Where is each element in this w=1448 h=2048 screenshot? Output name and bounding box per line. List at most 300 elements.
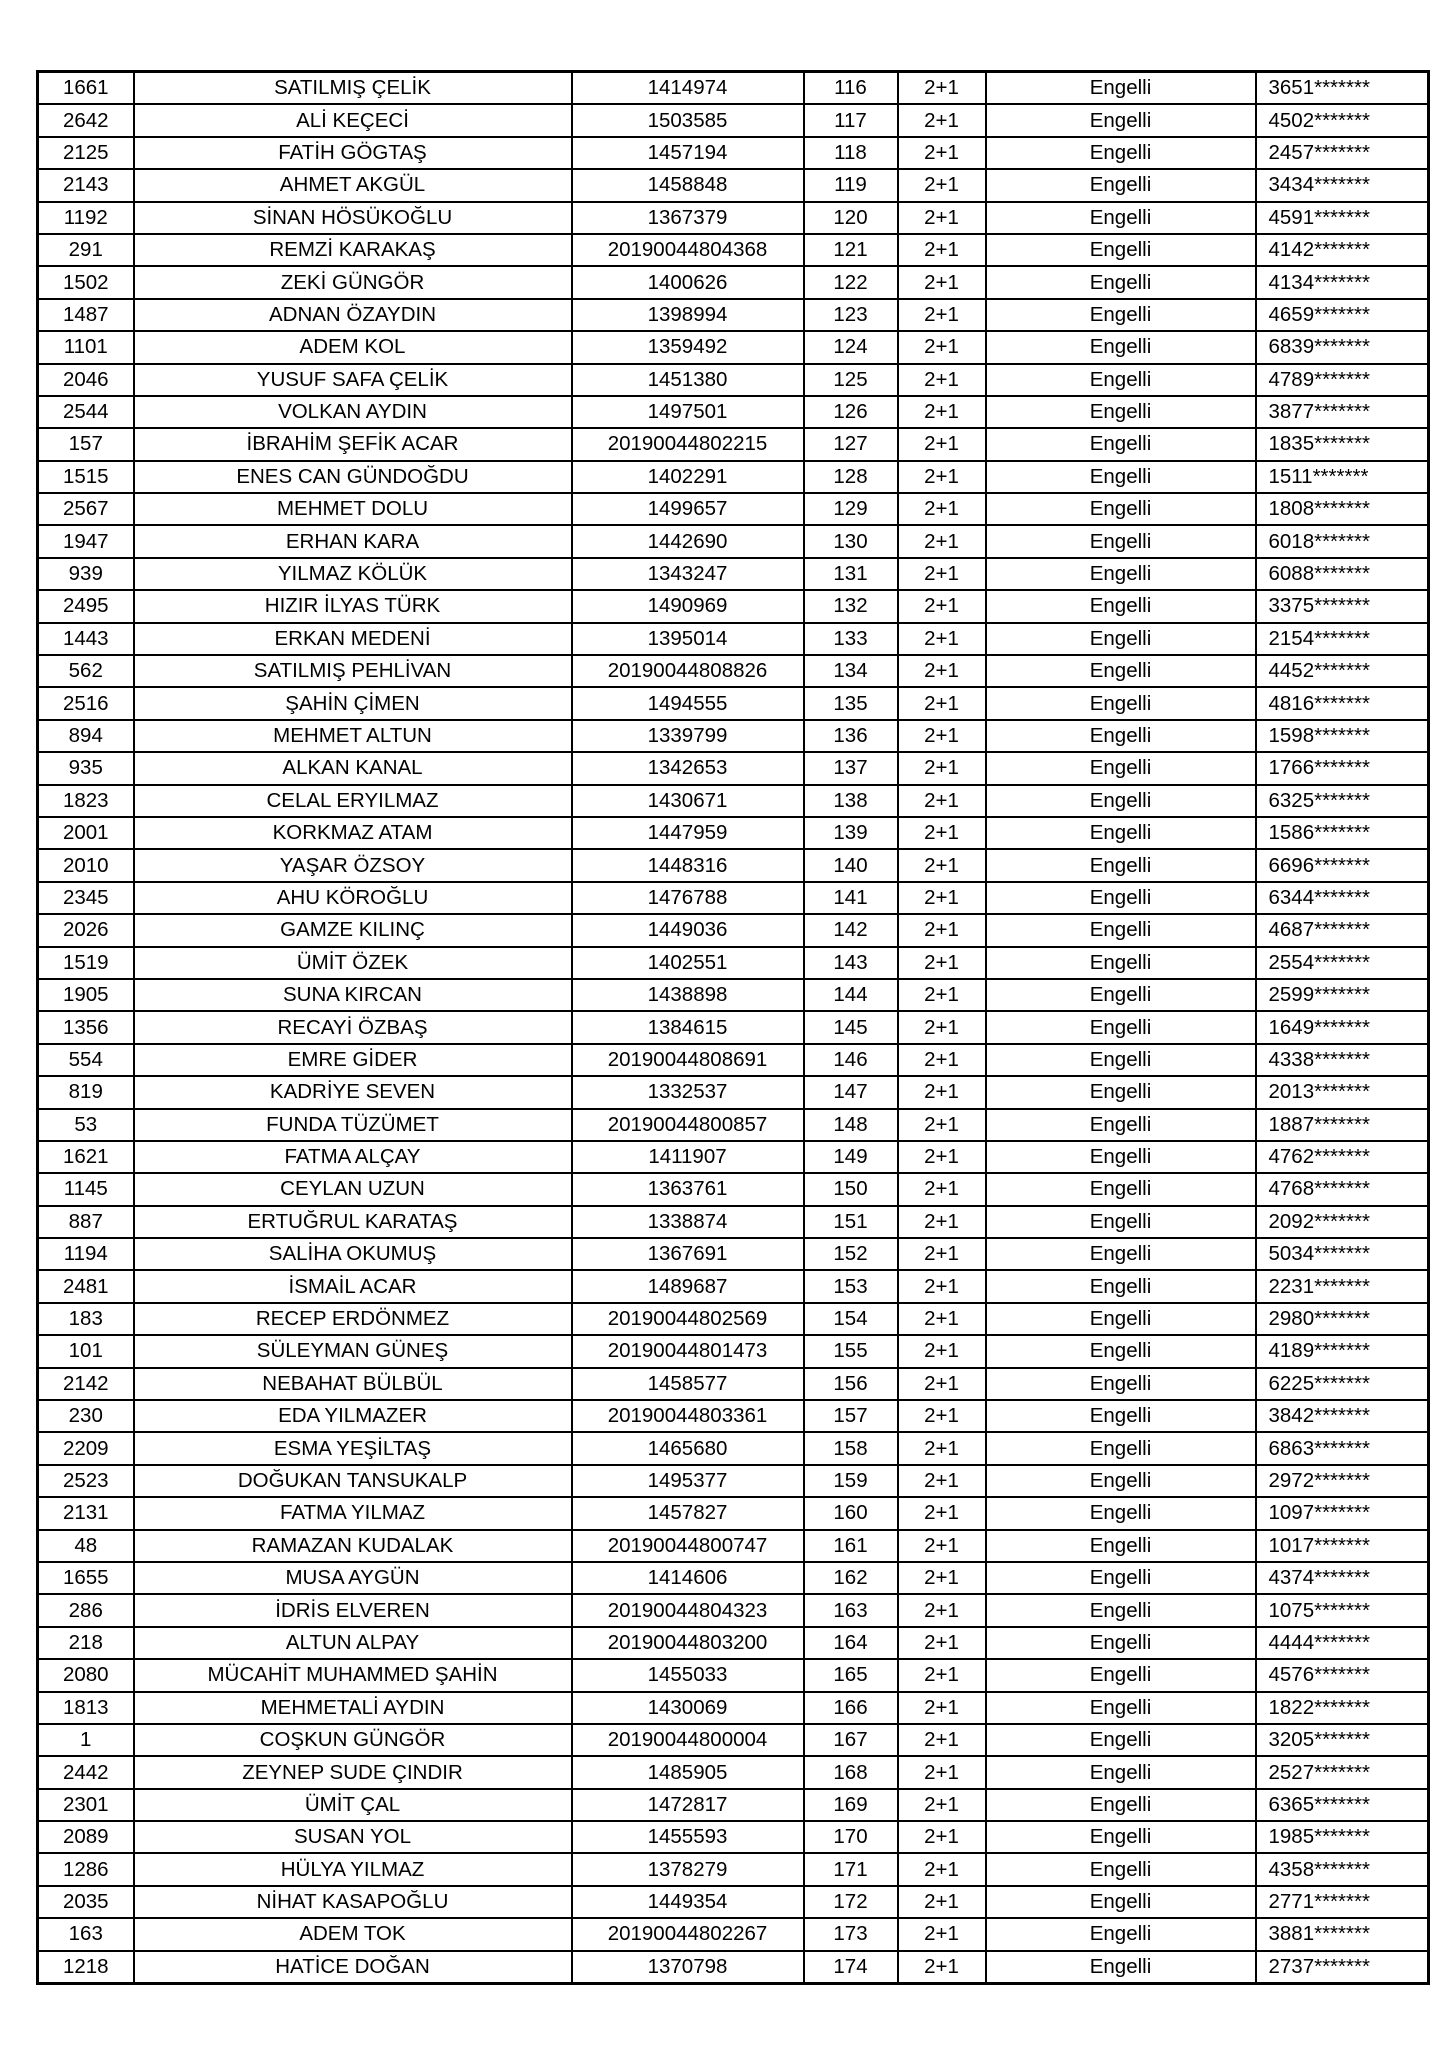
table-row — [38, 914, 1429, 946]
reference-no-cell: 1503585 — [572, 104, 804, 136]
application-no-cell: 2523 — [38, 1465, 134, 1497]
full-name-cell: ÜMİT ÖZEK — [134, 947, 572, 979]
room-type-cell: 2+1 — [898, 1918, 986, 1950]
category-cell: Engelli — [986, 364, 1256, 396]
room-type-cell: 2+1 — [898, 979, 986, 1011]
room-type-cell: 2+1 — [898, 331, 986, 363]
application-no-cell: 230 — [38, 1400, 134, 1432]
table-row — [38, 979, 1429, 1011]
masked-id-cell: 4687******* — [1256, 914, 1429, 946]
reference-no-cell: 1338874 — [572, 1206, 804, 1238]
application-no-cell: 2035 — [38, 1886, 134, 1918]
room-type-cell: 2+1 — [898, 590, 986, 622]
room-type-cell: 2+1 — [898, 1141, 986, 1173]
full-name-cell: EMRE GİDER — [134, 1044, 572, 1076]
full-name-cell: KADRİYE SEVEN — [134, 1076, 572, 1108]
table-row — [38, 1011, 1429, 1043]
masked-id-cell: 3881******* — [1256, 1918, 1429, 1950]
full-name-cell: DOĞUKAN TANSUKALP — [134, 1465, 572, 1497]
reference-no-cell: 1476788 — [572, 882, 804, 914]
room-type-cell: 2+1 — [898, 461, 986, 493]
category-cell: Engelli — [986, 1594, 1256, 1626]
full-name-cell: KORKMAZ ATAM — [134, 817, 572, 849]
masked-id-cell: 2554******* — [1256, 947, 1429, 979]
table-row — [38, 1497, 1429, 1529]
reference-no-cell: 1370798 — [572, 1951, 804, 1984]
masked-id-cell: 1985******* — [1256, 1821, 1429, 1853]
full-name-cell: FATMA ALÇAY — [134, 1141, 572, 1173]
category-cell: Engelli — [986, 1627, 1256, 1659]
room-type-cell: 2+1 — [898, 1692, 986, 1724]
table-row — [38, 655, 1429, 687]
reference-no-cell: 20190044802215 — [572, 428, 804, 460]
order-no-cell: 147 — [804, 1076, 898, 1108]
order-no-cell: 142 — [804, 914, 898, 946]
room-type-cell: 2+1 — [898, 1594, 986, 1626]
room-type-cell: 2+1 — [898, 1400, 986, 1432]
reference-no-cell: 1402291 — [572, 461, 804, 493]
masked-id-cell: 6225******* — [1256, 1368, 1429, 1400]
room-type-cell: 2+1 — [898, 72, 986, 105]
reference-no-cell: 1465680 — [572, 1432, 804, 1464]
reference-no-cell: 20190044802569 — [572, 1303, 804, 1335]
reference-no-cell: 1485905 — [572, 1756, 804, 1788]
room-type-cell: 2+1 — [898, 1432, 986, 1464]
full-name-cell: ERTUĞRUL KARATAŞ — [134, 1206, 572, 1238]
masked-id-cell: 4768******* — [1256, 1173, 1429, 1205]
reference-no-cell: 1367691 — [572, 1238, 804, 1270]
category-cell: Engelli — [986, 1951, 1256, 1984]
category-cell: Engelli — [986, 461, 1256, 493]
reference-no-cell: 1430671 — [572, 785, 804, 817]
application-no-cell: 2143 — [38, 169, 134, 201]
room-type-cell: 2+1 — [898, 266, 986, 298]
order-no-cell: 128 — [804, 461, 898, 493]
table-row — [38, 1400, 1429, 1432]
table-row — [38, 364, 1429, 396]
full-name-cell: NEBAHAT BÜLBÜL — [134, 1368, 572, 1400]
full-name-cell: ERKAN MEDENİ — [134, 623, 572, 655]
application-no-cell: 2010 — [38, 849, 134, 881]
table-body — [38, 72, 1429, 1984]
room-type-cell: 2+1 — [898, 914, 986, 946]
application-no-cell: 1101 — [38, 331, 134, 363]
application-no-cell: 1947 — [38, 525, 134, 557]
full-name-cell: AHMET AKGÜL — [134, 169, 572, 201]
room-type-cell: 2+1 — [898, 1789, 986, 1821]
full-name-cell: RAMAZAN KUDALAK — [134, 1530, 572, 1562]
reference-no-cell: 1402551 — [572, 947, 804, 979]
room-type-cell: 2+1 — [898, 623, 986, 655]
masked-id-cell: 4338******* — [1256, 1044, 1429, 1076]
reference-no-cell: 1458848 — [572, 169, 804, 201]
full-name-cell: MEHMET ALTUN — [134, 720, 572, 752]
full-name-cell: ŞAHİN ÇİMEN — [134, 687, 572, 719]
reference-no-cell: 20190044804323 — [572, 1594, 804, 1626]
masked-id-cell: 2527******* — [1256, 1756, 1429, 1788]
reference-no-cell: 1414974 — [572, 72, 804, 105]
room-type-cell: 2+1 — [898, 1659, 986, 1691]
order-no-cell: 134 — [804, 655, 898, 687]
room-type-cell: 2+1 — [898, 234, 986, 266]
reference-no-cell: 20190044801473 — [572, 1335, 804, 1367]
room-type-cell: 2+1 — [898, 720, 986, 752]
masked-id-cell: 2771******* — [1256, 1886, 1429, 1918]
application-no-cell: 1 — [38, 1724, 134, 1756]
application-no-cell: 2301 — [38, 1789, 134, 1821]
application-no-cell: 53 — [38, 1109, 134, 1141]
reference-no-cell: 1339799 — [572, 720, 804, 752]
table-row — [38, 623, 1429, 655]
masked-id-cell: 3375******* — [1256, 590, 1429, 622]
application-no-cell: 935 — [38, 752, 134, 784]
table-row — [38, 72, 1429, 105]
category-cell: Engelli — [986, 1368, 1256, 1400]
order-no-cell: 153 — [804, 1270, 898, 1302]
reference-no-cell: 1458577 — [572, 1368, 804, 1400]
masked-id-cell: 1835******* — [1256, 428, 1429, 460]
room-type-cell: 2+1 — [898, 882, 986, 914]
category-cell: Engelli — [986, 1886, 1256, 1918]
category-cell: Engelli — [986, 104, 1256, 136]
results-table — [36, 70, 1430, 1985]
room-type-cell: 2+1 — [898, 1886, 986, 1918]
masked-id-cell: 6344******* — [1256, 882, 1429, 914]
reference-no-cell: 1367379 — [572, 202, 804, 234]
room-type-cell: 2+1 — [898, 655, 986, 687]
table-row — [38, 1335, 1429, 1367]
order-no-cell: 135 — [804, 687, 898, 719]
table-row — [38, 849, 1429, 881]
full-name-cell: MEHMET DOLU — [134, 493, 572, 525]
category-cell: Engelli — [986, 687, 1256, 719]
application-no-cell: 2442 — [38, 1756, 134, 1788]
table-row — [38, 1530, 1429, 1562]
category-cell: Engelli — [986, 947, 1256, 979]
reference-no-cell: 1442690 — [572, 525, 804, 557]
category-cell: Engelli — [986, 1400, 1256, 1432]
category-cell: Engelli — [986, 1238, 1256, 1270]
room-type-cell: 2+1 — [898, 169, 986, 201]
application-no-cell: 183 — [38, 1303, 134, 1335]
order-no-cell: 145 — [804, 1011, 898, 1043]
application-no-cell: 2345 — [38, 882, 134, 914]
category-cell: Engelli — [986, 234, 1256, 266]
full-name-cell: İDRİS ELVEREN — [134, 1594, 572, 1626]
masked-id-cell: 4452******* — [1256, 655, 1429, 687]
table-row — [38, 947, 1429, 979]
masked-id-cell: 6018******* — [1256, 525, 1429, 557]
table-row — [38, 1951, 1429, 1984]
table-row — [38, 137, 1429, 169]
order-no-cell: 154 — [804, 1303, 898, 1335]
masked-id-cell: 2457******* — [1256, 137, 1429, 169]
category-cell: Engelli — [986, 785, 1256, 817]
masked-id-cell: 2599******* — [1256, 979, 1429, 1011]
order-no-cell: 136 — [804, 720, 898, 752]
application-no-cell: 1192 — [38, 202, 134, 234]
table-row — [38, 299, 1429, 331]
order-no-cell: 129 — [804, 493, 898, 525]
reference-no-cell: 1343247 — [572, 558, 804, 590]
masked-id-cell: 6365******* — [1256, 1789, 1429, 1821]
category-cell: Engelli — [986, 655, 1256, 687]
table-row — [38, 234, 1429, 266]
category-cell: Engelli — [986, 1076, 1256, 1108]
masked-id-cell: 1017******* — [1256, 1530, 1429, 1562]
application-no-cell: 157 — [38, 428, 134, 460]
application-no-cell: 562 — [38, 655, 134, 687]
application-no-cell: 218 — [38, 1627, 134, 1659]
order-no-cell: 161 — [804, 1530, 898, 1562]
order-no-cell: 149 — [804, 1141, 898, 1173]
room-type-cell: 2+1 — [898, 947, 986, 979]
masked-id-cell: 6839******* — [1256, 331, 1429, 363]
room-type-cell: 2+1 — [898, 1368, 986, 1400]
full-name-cell: HATİCE DOĞAN — [134, 1951, 572, 1984]
table-row — [38, 720, 1429, 752]
order-no-cell: 163 — [804, 1594, 898, 1626]
full-name-cell: İBRAHİM ŞEFİK ACAR — [134, 428, 572, 460]
application-no-cell: 48 — [38, 1530, 134, 1562]
room-type-cell: 2+1 — [898, 1303, 986, 1335]
order-no-cell: 155 — [804, 1335, 898, 1367]
table-row — [38, 1044, 1429, 1076]
masked-id-cell: 4762******* — [1256, 1141, 1429, 1173]
room-type-cell: 2+1 — [898, 1270, 986, 1302]
reference-no-cell: 1495377 — [572, 1465, 804, 1497]
order-no-cell: 122 — [804, 266, 898, 298]
full-name-cell: YUSUF SAFA ÇELİK — [134, 364, 572, 396]
reference-no-cell: 1455033 — [572, 1659, 804, 1691]
full-name-cell: SALİHA OKUMUŞ — [134, 1238, 572, 1270]
full-name-cell: GAMZE KILINÇ — [134, 914, 572, 946]
room-type-cell: 2+1 — [898, 1724, 986, 1756]
full-name-cell: SATILMIŞ ÇELİK — [134, 72, 572, 105]
order-no-cell: 138 — [804, 785, 898, 817]
table-row — [38, 1724, 1429, 1756]
category-cell: Engelli — [986, 1724, 1256, 1756]
table-row — [38, 169, 1429, 201]
order-no-cell: 124 — [804, 331, 898, 363]
masked-id-cell: 1887******* — [1256, 1109, 1429, 1141]
room-type-cell: 2+1 — [898, 1076, 986, 1108]
room-type-cell: 2+1 — [898, 1335, 986, 1367]
full-name-cell: HIZIR İLYAS TÜRK — [134, 590, 572, 622]
application-no-cell: 2131 — [38, 1497, 134, 1529]
category-cell: Engelli — [986, 590, 1256, 622]
table-row — [38, 1238, 1429, 1270]
application-no-cell: 2001 — [38, 817, 134, 849]
category-cell: Engelli — [986, 1821, 1256, 1853]
application-no-cell: 887 — [38, 1206, 134, 1238]
category-cell: Engelli — [986, 1206, 1256, 1238]
category-cell: Engelli — [986, 396, 1256, 428]
reference-no-cell: 1430069 — [572, 1692, 804, 1724]
masked-id-cell: 4374******* — [1256, 1562, 1429, 1594]
table-row — [38, 1562, 1429, 1594]
application-no-cell: 939 — [38, 558, 134, 590]
room-type-cell: 2+1 — [898, 299, 986, 331]
room-type-cell: 2+1 — [898, 558, 986, 590]
masked-id-cell: 2092******* — [1256, 1206, 1429, 1238]
reference-no-cell: 20190044804368 — [572, 234, 804, 266]
category-cell: Engelli — [986, 623, 1256, 655]
reference-no-cell: 1414606 — [572, 1562, 804, 1594]
reference-no-cell: 1490969 — [572, 590, 804, 622]
application-no-cell: 1519 — [38, 947, 134, 979]
application-no-cell: 291 — [38, 234, 134, 266]
table-row — [38, 1918, 1429, 1950]
masked-id-cell: 5034******* — [1256, 1238, 1429, 1270]
full-name-cell: EDA YILMAZER — [134, 1400, 572, 1432]
masked-id-cell: 1511******* — [1256, 461, 1429, 493]
category-cell: Engelli — [986, 979, 1256, 1011]
masked-id-cell: 1649******* — [1256, 1011, 1429, 1043]
reference-no-cell: 20190044800004 — [572, 1724, 804, 1756]
order-no-cell: 148 — [804, 1109, 898, 1141]
full-name-cell: ADNAN ÖZAYDIN — [134, 299, 572, 331]
category-cell: Engelli — [986, 1270, 1256, 1302]
masked-id-cell: 2980******* — [1256, 1303, 1429, 1335]
full-name-cell: ALİ KEÇECİ — [134, 104, 572, 136]
application-no-cell: 2209 — [38, 1432, 134, 1464]
reference-no-cell: 1363761 — [572, 1173, 804, 1205]
order-no-cell: 160 — [804, 1497, 898, 1529]
category-cell: Engelli — [986, 752, 1256, 784]
table-row — [38, 1270, 1429, 1302]
table-row — [38, 1853, 1429, 1885]
order-no-cell: 156 — [804, 1368, 898, 1400]
order-no-cell: 131 — [804, 558, 898, 590]
table-row — [38, 1303, 1429, 1335]
masked-id-cell: 6863******* — [1256, 1432, 1429, 1464]
application-no-cell: 1621 — [38, 1141, 134, 1173]
order-no-cell: 141 — [804, 882, 898, 914]
category-cell: Engelli — [986, 1432, 1256, 1464]
table-row — [38, 817, 1429, 849]
application-no-cell: 1515 — [38, 461, 134, 493]
application-no-cell: 1286 — [38, 1853, 134, 1885]
category-cell: Engelli — [986, 914, 1256, 946]
masked-id-cell: 3842******* — [1256, 1400, 1429, 1432]
room-type-cell: 2+1 — [898, 1821, 986, 1853]
room-type-cell: 2+1 — [898, 1497, 986, 1529]
table-row — [38, 396, 1429, 428]
order-no-cell: 118 — [804, 137, 898, 169]
application-no-cell: 1194 — [38, 1238, 134, 1270]
reference-no-cell: 1411907 — [572, 1141, 804, 1173]
table-row — [38, 1659, 1429, 1691]
table-row — [38, 1432, 1429, 1464]
reference-no-cell: 1451380 — [572, 364, 804, 396]
full-name-cell: NİHAT KASAPOĞLU — [134, 1886, 572, 1918]
room-type-cell: 2+1 — [898, 1206, 986, 1238]
category-cell: Engelli — [986, 493, 1256, 525]
application-no-cell: 1443 — [38, 623, 134, 655]
table-row — [38, 1368, 1429, 1400]
full-name-cell: HÜLYA YILMAZ — [134, 1853, 572, 1885]
reference-no-cell: 1359492 — [572, 331, 804, 363]
table-row — [38, 1076, 1429, 1108]
full-name-cell: FATMA YILMAZ — [134, 1497, 572, 1529]
application-no-cell: 894 — [38, 720, 134, 752]
masked-id-cell: 3651******* — [1256, 72, 1429, 105]
category-cell: Engelli — [986, 202, 1256, 234]
order-no-cell: 137 — [804, 752, 898, 784]
table-row — [38, 1465, 1429, 1497]
application-no-cell: 2544 — [38, 396, 134, 428]
order-no-cell: 169 — [804, 1789, 898, 1821]
full-name-cell: ADEM TOK — [134, 1918, 572, 1950]
table-row — [38, 882, 1429, 914]
full-name-cell: FUNDA TÜZÜMET — [134, 1109, 572, 1141]
masked-id-cell: 6325******* — [1256, 785, 1429, 817]
full-name-cell: MÜCAHİT MUHAMMED ŞAHİN — [134, 1659, 572, 1691]
full-name-cell: RECEP ERDÖNMEZ — [134, 1303, 572, 1335]
table-row — [38, 1789, 1429, 1821]
room-type-cell: 2+1 — [898, 1853, 986, 1885]
masked-id-cell: 1766******* — [1256, 752, 1429, 784]
masked-id-cell: 4189******* — [1256, 1335, 1429, 1367]
reference-no-cell: 1455593 — [572, 1821, 804, 1853]
table-row — [38, 1821, 1429, 1853]
masked-id-cell: 2013******* — [1256, 1076, 1429, 1108]
room-type-cell: 2+1 — [898, 785, 986, 817]
order-no-cell: 133 — [804, 623, 898, 655]
application-no-cell: 1145 — [38, 1173, 134, 1205]
category-cell: Engelli — [986, 72, 1256, 105]
application-no-cell: 2046 — [38, 364, 134, 396]
masked-id-cell: 1822******* — [1256, 1692, 1429, 1724]
application-no-cell: 2125 — [38, 137, 134, 169]
order-no-cell: 116 — [804, 72, 898, 105]
category-cell: Engelli — [986, 1044, 1256, 1076]
full-name-cell: SUNA KIRCAN — [134, 979, 572, 1011]
masked-id-cell: 3877******* — [1256, 396, 1429, 428]
application-no-cell: 2481 — [38, 1270, 134, 1302]
order-no-cell: 140 — [804, 849, 898, 881]
order-no-cell: 174 — [804, 1951, 898, 1984]
order-no-cell: 152 — [804, 1238, 898, 1270]
reference-no-cell: 20190044800857 — [572, 1109, 804, 1141]
room-type-cell: 2+1 — [898, 1173, 986, 1205]
full-name-cell: FATİH GÖGTAŞ — [134, 137, 572, 169]
full-name-cell: ADEM KOL — [134, 331, 572, 363]
room-type-cell: 2+1 — [898, 1011, 986, 1043]
category-cell: Engelli — [986, 266, 1256, 298]
application-no-cell: 1905 — [38, 979, 134, 1011]
reference-no-cell: 1398994 — [572, 299, 804, 331]
order-no-cell: 130 — [804, 525, 898, 557]
order-no-cell: 121 — [804, 234, 898, 266]
masked-id-cell: 4789******* — [1256, 364, 1429, 396]
masked-id-cell: 2231******* — [1256, 1270, 1429, 1302]
category-cell: Engelli — [986, 882, 1256, 914]
masked-id-cell: 4444******* — [1256, 1627, 1429, 1659]
masked-id-cell: 4576******* — [1256, 1659, 1429, 1691]
full-name-cell: SUSAN YOL — [134, 1821, 572, 1853]
room-type-cell: 2+1 — [898, 428, 986, 460]
order-no-cell: 132 — [804, 590, 898, 622]
reference-no-cell: 1489687 — [572, 1270, 804, 1302]
full-name-cell: ENES CAN GÜNDOĞDU — [134, 461, 572, 493]
reference-no-cell: 20190044802267 — [572, 1918, 804, 1950]
full-name-cell: ÜMİT ÇAL — [134, 1789, 572, 1821]
full-name-cell: REMZİ KARAKAŞ — [134, 234, 572, 266]
room-type-cell: 2+1 — [898, 1951, 986, 1984]
table-row — [38, 1141, 1429, 1173]
